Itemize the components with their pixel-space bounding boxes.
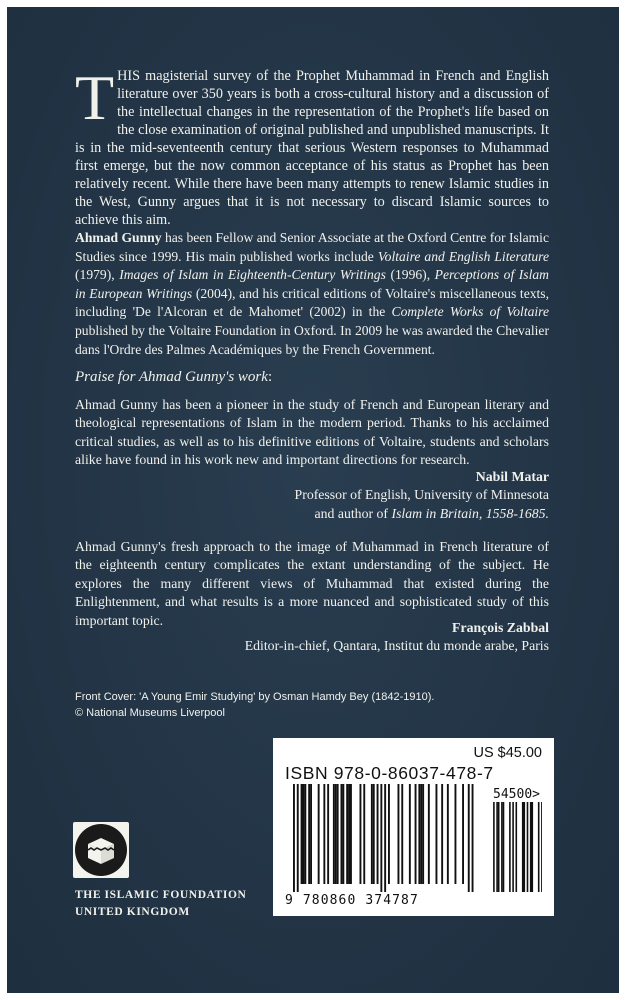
barcode-bar [360,784,362,884]
book-title: Islam in Britain [391,505,479,521]
bio-text: (1996), [385,267,435,283]
barcode-bar [420,784,422,884]
barcode-bar [455,784,457,884]
bio-text: (1979), [75,267,120,283]
barcode-bar [418,784,420,884]
barcode-bar [327,784,329,884]
addon-bar [516,802,518,892]
barcode-bar [335,784,337,884]
barcode-bar [341,784,343,884]
book-title-years: , 1558-1685. [478,505,549,521]
book-blurb [75,62,549,229]
book-title: Perceptions of Islam in European Writings [75,267,549,301]
barcode-bar [308,784,310,884]
reviewer-name: François Zabbal [452,620,549,635]
publisher-line: THE ISLAMIC FOUNDATION [75,889,247,901]
barcode-bar [388,784,390,884]
praise-quote: Ahmad Gunny has been a pioneer in the study of French and European literary and theological representations of Islam in the modern period. Thanks to his acclaimed critical studies, as well as to his definitive editions of Voltaire, students and scholars alike have found in his work new and important directions for research. [75,397,549,468]
barcode-bar [436,784,438,884]
barcode-bar [304,784,306,884]
barcode-bar [337,784,339,884]
kaaba-icon [73,822,129,878]
addon-bar [509,802,511,892]
barcode-bar [373,784,375,884]
ean-digits: 9 780860 374787 [285,893,419,908]
bio-text: has been Fellow and Senior Associate at the Oxford Centre for Islamic Studies since 1999. His main published works include [75,230,549,264]
barcode-bar [472,784,474,892]
blurb-text: HIS magisterial survey of the Prophet Muhammad in French and English literature over 350 years is both a cross-cultural history and a discussion of the intellectual changes in the representation of the Prophet's life based on the close examination of original published and unpublished manuscripts. It is in the mid-seventeenth century that serious Western responses to Muhammad first emerge, but the now common acceptance of his status as Prophet has been relatively recent. While there have been many attempts to renew Islamic studies in the West, Gunny argues that it is not necessary to discard Islamic sources to achieve this aim. [75,68,549,228]
barcode-bar [415,784,417,884]
barcode-bar [301,784,303,884]
barcode-bar [310,784,312,884]
barcode-bar [371,784,373,884]
barcode-bar [428,784,430,884]
book-title: Voltaire and English Literature [377,248,550,264]
praise-quote: Ahmad Gunny's fresh approach to the image of Muhammad in French literature of the eighteenth century complicates the extant understanding of the subject. He explores the many different views of Muhammad that existed during the Enlightenment, and what results is a more nuanced and sophisticated study of this important topic. [75,539,549,628]
reviewer-role: Professor of English, University of Minnesota [294,487,549,503]
barcode-bar [447,784,449,884]
book-title: Complete Works of Voltaire [391,304,549,320]
barcode-bar [348,784,350,884]
barcode-bar [333,784,335,884]
praise-heading-text: Praise for Ahmad Gunny's work [75,369,268,385]
reviewer-role [295,505,549,523]
addon-bar [532,802,534,892]
addon-bar [522,802,524,892]
quote-attribution [295,468,549,523]
book-title: Images of Islam in Eighteenth-Century Writings [119,267,386,283]
barcode-bar [303,784,305,884]
author-name: Ahmad Gunny [75,230,162,245]
addon-bar [530,802,532,892]
bio-text: (2004), and his critical editions of Voltaire's miscellaneous texts, including 'De l'Alcoran et de Mahomet' (2002) in the [75,285,549,320]
addon-code: 54500> [493,787,540,802]
barcode-bar [398,784,400,884]
barcode-bar [342,784,344,884]
drop-cap: T [75,62,115,133]
barcode-bar [363,784,365,884]
addon-bar [527,802,529,892]
barcode-bar [468,784,470,892]
barcode-bar [422,784,424,884]
reviewer-name: Nabil Matar [475,469,549,484]
addon-bar [541,802,542,892]
addon-bar [524,802,526,892]
author-bio [75,229,549,359]
barcode-bar [323,784,325,884]
barcode-bar [297,784,299,892]
isbn-label: ISBN 978-0-86037-478-7 [285,763,494,783]
barcode-bar [346,784,348,884]
addon-bar [503,802,505,892]
barcode-bar [409,784,411,884]
barcode-bar [318,784,320,884]
copyright-line: © National Museums Liverpool [75,706,225,719]
quote-attribution [245,619,549,656]
barcode-bar [462,784,464,884]
addon-bar [496,802,498,892]
reviewer-role: Editor-in-chief, Qantara, Institut du monde arabe, Paris [244,638,549,654]
publisher-name [75,887,246,921]
barcode-bar [380,784,382,892]
barcode-bar [401,784,403,884]
cover-credit [75,690,434,721]
praise-heading-colon: : [267,369,273,385]
barcode-bar [441,784,443,884]
addon-bar [493,802,495,892]
reviewer-role-text: and author of [314,505,392,521]
addon-bar [498,802,500,892]
barcode-bar [350,784,352,884]
bio-text: published by the Voltaire Foundation in Oxford. In 2009 he was awarded the Chevalier dans l'Ordre des Palmes Académiques by the French Government. [75,322,549,357]
addon-bar [501,802,503,892]
price-label: US $45.00 [473,745,542,761]
publisher-line: UNITED KINGDOM [75,906,190,918]
barcode-bar [377,784,379,884]
addon-bar [512,802,514,892]
addon-bar [538,802,540,892]
praise-heading [75,369,272,386]
barcode-box [273,738,554,916]
barcode-bar [293,784,295,892]
cover-credit-line: Front Cover: 'A Young Emir Studying' by Osman Hamdy Bey (1842-1910). [75,691,435,703]
barcode-bar [384,784,386,892]
